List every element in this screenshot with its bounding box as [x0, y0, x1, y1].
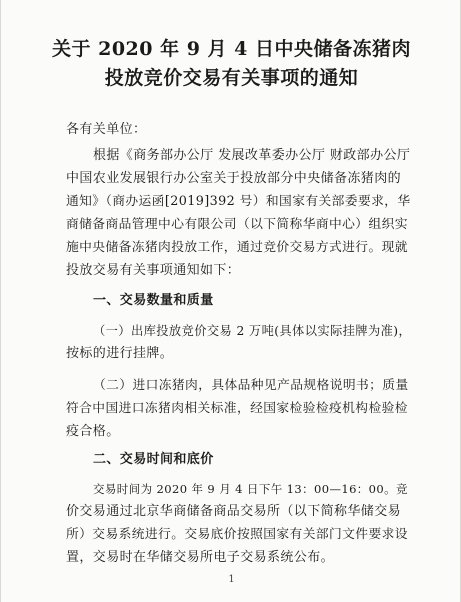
paragraph-line: 中国农业发展银行办公室关于投放部分中央储备冻猪肉的 — [66, 171, 402, 186]
paragraph-line: 按标的进行挂牌。 — [66, 346, 174, 361]
paragraph-line: 根据《商务部办公厅 发展改革委办公厅 财政部办公厅 — [93, 148, 411, 163]
paragraph-line: 疫合格。 — [66, 424, 120, 439]
document-title-line-2: 投放竞价交易有关事项的通知 — [104, 67, 359, 89]
section-heading: 一、交易数量和质量 — [93, 293, 214, 308]
paragraph-line: 商储备商品管理中心有限公司（以下简称华商中心）组织实 — [66, 217, 408, 232]
section-heading: 二、交易时间和底价 — [93, 452, 214, 467]
paragraph-line: 通知》（商办运函[2019]392 号）和国家有关部委要求，华 — [66, 194, 411, 209]
paragraph-line: 交易时间为 2020 年 9 月 4 日下午 13：00—16：00。竞 — [93, 482, 408, 496]
paragraph-line: 价交易通过北京华商储备商品交易所（以下简称华储交易 — [66, 504, 402, 519]
paragraph-line: （一）出库投放竞价交易 2 万吨(具体以实际挂牌为准)， — [93, 324, 412, 338]
paragraph-line: 所）交易系统进行。交易底价按照国家有关部门文件要求设 — [66, 527, 408, 542]
page-number: 1 — [228, 574, 235, 585]
document-title-line-1: 关于 2020 年 9 月 4 日中央储备冻猪肉 — [51, 38, 411, 60]
paragraph-line: 施中央储备冻猪肉投放工作，通过竞价交易方式进行。现就 — [66, 240, 408, 255]
paragraph-line: 投放交易有关事项通知如下： — [66, 263, 241, 278]
paragraph-line: 符合中国进口冻猪肉相关标准，经国家检验检疫机构检验检 — [66, 401, 408, 416]
paragraph-line: 置，交易时在华储交易所电子交易系统公布。 — [66, 550, 335, 565]
salutation: 各有关单位： — [66, 122, 147, 137]
paragraph-line: （二）进口冻猪肉，具体品种见产品规格说明书；质量 — [93, 378, 409, 393]
